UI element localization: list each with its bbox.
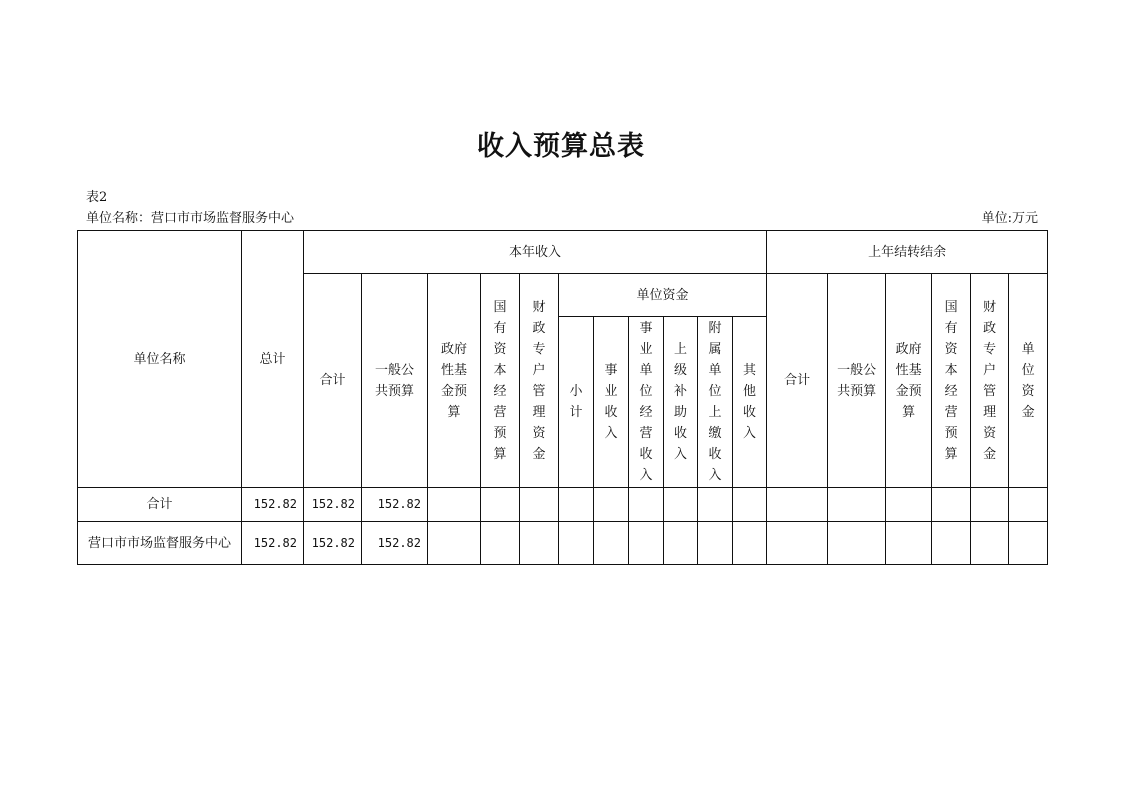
cell-py-subtotal <box>767 522 828 565</box>
header-row-1 <box>78 231 1048 274</box>
cell-cy-gov-fund <box>428 522 481 565</box>
cell-uf-business-income <box>594 488 629 522</box>
header-cy-special-account: 财政专户管理资金 <box>520 274 559 488</box>
header-prior-year-carryover: 上年结转结余 <box>767 231 1048 274</box>
cell-uf-subtotal <box>559 488 594 522</box>
header-cy-subtotal: 合计 <box>304 274 362 488</box>
header-py-subtotal: 合计 <box>767 274 828 488</box>
row-label: 营口市市场监督服务中心 <box>78 522 242 565</box>
cell-py-special-account <box>971 488 1009 522</box>
cell-uf-operating-income <box>629 488 664 522</box>
header-py-unit-funds: 单位资金 <box>1009 274 1048 488</box>
header-uf-other-income: 其他收入 <box>733 317 767 488</box>
header-uf-operating-income: 事业单位经营收入 <box>629 317 664 488</box>
header-uf-business-income: 事业收入 <box>594 317 629 488</box>
cell-py-unit-funds <box>1009 488 1048 522</box>
cell-py-gov-fund <box>886 488 932 522</box>
header-py-special-account: 财政专户管理资金 <box>971 274 1009 488</box>
header-cy-gov-fund: 政府性基金预算 <box>428 274 481 488</box>
cell-cy-state-capital <box>481 522 520 565</box>
header-py-general-budget: 一般公共预算 <box>828 274 886 488</box>
cell-uf-higher-subsidy <box>664 522 698 565</box>
cell-uf-other-income <box>733 488 767 522</box>
header-total: 总计 <box>242 231 304 488</box>
cell-cy-special-account <box>520 522 559 565</box>
cell-py-state-capital <box>932 488 971 522</box>
cell-uf-subtotal <box>559 522 594 565</box>
cell-uf-operating-income <box>629 522 664 565</box>
header-cy-unit-funds: 单位资金 <box>559 274 767 317</box>
table-row <box>78 488 1048 522</box>
cell-cy-gov-fund <box>428 488 481 522</box>
cell-total: 152.82 <box>242 488 304 522</box>
header-cy-state-capital: 国有资本经营预算 <box>481 274 520 488</box>
cell-py-gov-fund <box>886 522 932 565</box>
document-title: 收入预算总表 <box>477 131 645 162</box>
cell-py-unit-funds <box>1009 522 1048 565</box>
cell-uf-affiliated-remit <box>698 488 733 522</box>
table-id-label: 表2 <box>86 190 108 205</box>
income-budget-table <box>77 230 1048 565</box>
cell-uf-business-income <box>594 522 629 565</box>
unit-name-label: 单位名称：营口市市场监督服务中心 <box>86 211 295 226</box>
header-py-gov-fund: 政府性基金预算 <box>886 274 932 488</box>
header-cy-general-budget: 一般公共预算 <box>362 274 428 488</box>
table-row <box>78 522 1048 565</box>
cell-cy-general-budget: 152.82 <box>362 522 428 565</box>
cell-py-general-budget <box>828 488 886 522</box>
row-label: 合计 <box>78 488 242 522</box>
cell-py-general-budget <box>828 522 886 565</box>
cell-uf-affiliated-remit <box>698 522 733 565</box>
header-uf-higher-subsidy: 上级补助收入 <box>664 317 698 488</box>
cell-total: 152.82 <box>242 522 304 565</box>
cell-py-subtotal <box>767 488 828 522</box>
cell-cy-general-budget: 152.82 <box>362 488 428 522</box>
cell-cy-special-account <box>520 488 559 522</box>
cell-uf-higher-subsidy <box>664 488 698 522</box>
cell-cy-subtotal: 152.82 <box>304 488 362 522</box>
unit-measure-label: 单位:万元 <box>981 211 1038 226</box>
cell-py-special-account <box>971 522 1009 565</box>
cell-cy-subtotal: 152.82 <box>304 522 362 565</box>
header-py-state-capital: 国有资本经营预算 <box>932 274 971 488</box>
header-unit-name: 单位名称 <box>78 231 242 488</box>
header-current-year-income: 本年收入 <box>304 231 767 274</box>
cell-uf-other-income <box>733 522 767 565</box>
cell-cy-state-capital <box>481 488 520 522</box>
cell-py-state-capital <box>932 522 971 565</box>
header-uf-affiliated-remit: 附属单位上缴收入 <box>698 317 733 488</box>
header-uf-subtotal: 小计 <box>559 317 594 488</box>
